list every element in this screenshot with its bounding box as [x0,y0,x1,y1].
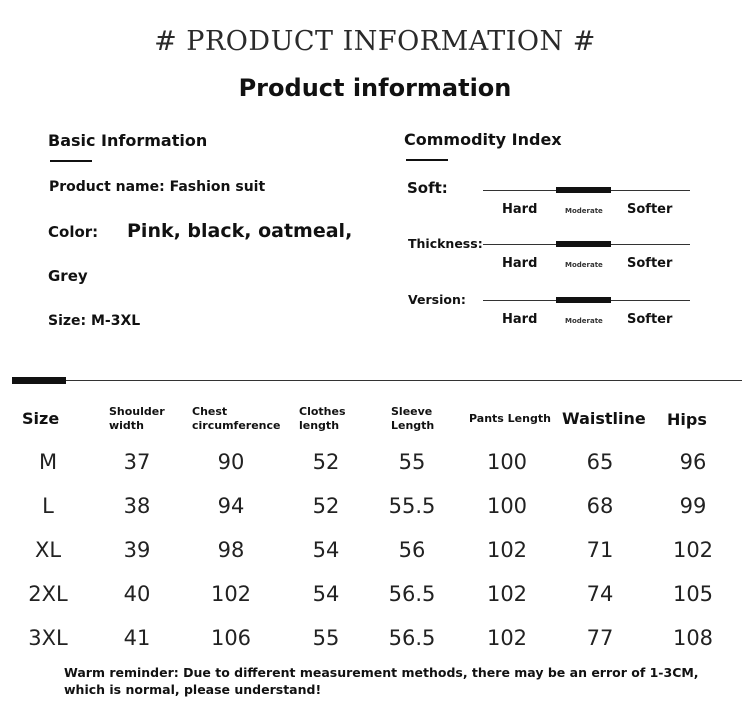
commodity-index-underline [406,159,448,161]
section-divider [12,380,742,381]
table-cell: 54 [312,538,340,562]
table-header-pants-length: Pants Length [469,412,551,425]
table-cell: 65 [586,450,614,474]
size-cell: 3XL [28,626,68,650]
table-cell: 100 [486,494,528,518]
table-header-chest: Chest circumference [192,405,281,432]
index-label-version: Version: [408,292,466,307]
size-range: Size: M-3XL [48,313,141,329]
table-cell: 100 [486,450,528,474]
table-cell: 74 [586,582,614,606]
table-cell: 56.5 [388,626,436,650]
page-subtitle: Product information [238,74,512,102]
table-header-size: Size [22,409,60,428]
table-cell: 106 [210,626,252,650]
commodity-index-heading: Commodity Index [404,130,562,149]
scale-mid-label: Moderate [565,261,603,269]
index-marker-version [556,297,611,303]
product-name: Product name: Fashion suit [49,179,266,195]
index-label-soft: Soft: [407,179,448,197]
basic-info-heading: Basic Information [48,131,208,150]
size-cell: XL [34,538,62,562]
table-cell: 52 [312,494,340,518]
table-cell: 77 [586,626,614,650]
table-header-waistline: Waistline [562,409,646,428]
table-cell: 68 [586,494,614,518]
table-cell: 98 [217,538,245,562]
color-label: Color: [48,223,99,241]
scale-mid-label: Moderate [565,317,603,325]
color-value: Pink, black, oatmeal, [127,220,353,242]
color-value-continued: Grey [48,267,88,285]
table-cell: 90 [217,450,245,474]
basic-info-underline [50,160,92,162]
table-cell: 39 [123,538,151,562]
table-header-hips: Hips [667,410,707,429]
section-divider-accent [12,377,66,384]
table-cell: 54 [312,582,340,606]
table-cell: 55 [312,626,340,650]
table-cell: 41 [123,626,151,650]
size-cell: 2XL [28,582,68,606]
table-cell: 102 [672,538,714,562]
scale-mid-label: Moderate [565,207,603,215]
scale-low-label: Hard [502,256,538,271]
table-header-clothes-length: Clothes length [299,405,346,432]
table-cell: 94 [217,494,245,518]
scale-high-label: Softer [627,256,673,271]
table-cell: 102 [486,626,528,650]
table-cell: 105 [672,582,714,606]
table-cell: 40 [123,582,151,606]
table-header-shoulder: Shoulder width [109,405,165,432]
table-cell: 52 [312,450,340,474]
table-cell: 56.5 [388,582,436,606]
index-marker-soft [556,187,611,193]
table-cell: 102 [486,582,528,606]
table-cell: 55 [398,450,426,474]
table-cell: 55.5 [388,494,436,518]
table-cell: 71 [586,538,614,562]
table-cell: 102 [486,538,528,562]
size-cell: L [42,494,54,518]
table-cell: 99 [679,494,707,518]
warm-reminder-line-1: Warm reminder: Due to different measurement methods, there may be an error of 1-3CM, [64,665,699,680]
size-cell: M [38,450,58,474]
scale-high-label: Softer [627,312,673,327]
scale-low-label: Hard [502,312,538,327]
warm-reminder-line-2: which is normal, please understand! [64,682,322,697]
table-cell: 37 [123,450,151,474]
table-cell: 102 [210,582,252,606]
index-label-thickness: Thickness: [408,236,483,251]
table-cell: 108 [672,626,714,650]
table-cell: 96 [679,450,707,474]
table-header-sleeve-length: Sleeve Length [391,405,435,432]
scale-high-label: Softer [627,202,673,217]
scale-low-label: Hard [502,202,538,217]
page-title: # PRODUCT INFORMATION # [154,26,596,57]
index-marker-thickness [556,241,611,247]
table-cell: 56 [398,538,426,562]
table-cell: 38 [123,494,151,518]
